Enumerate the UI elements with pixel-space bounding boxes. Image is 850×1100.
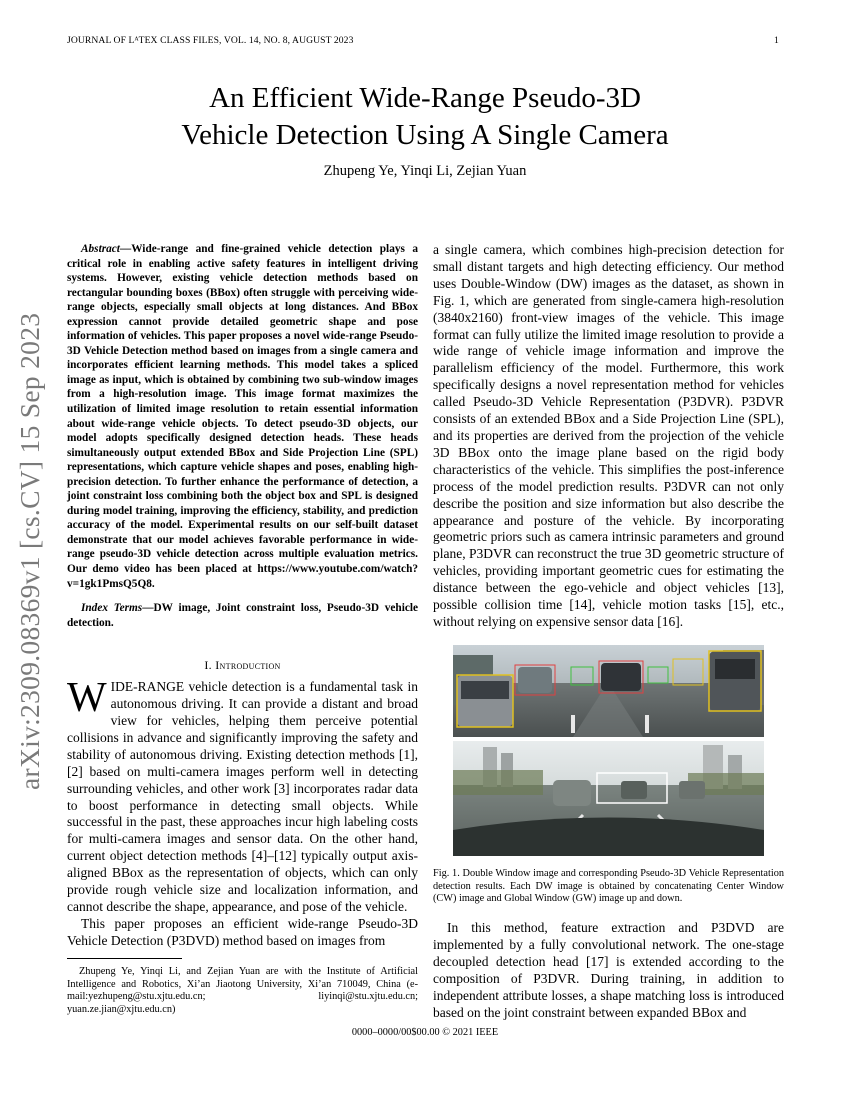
figure-1-double-window-image: [453, 645, 764, 856]
footnote-rule: [67, 958, 182, 959]
arxiv-stamp: arXiv:2309.08369v1 [cs.CV] 15 Sep 2023: [14, 312, 45, 790]
figure-1-caption: Fig. 1. Double Window image and corresponding Pseudo-3D Vehicle Representation detection results. Each DW image is obtained by concatenating Center Window (CW) image and Global Window (GW) image up and down.: [433, 868, 784, 905]
right-column-lower: [433, 920, 784, 1021]
abstract-label: Abstract: [81, 243, 120, 255]
paper-title: [0, 80, 850, 154]
figure-1-caption-block: [433, 868, 784, 906]
section-numeral: I.: [204, 658, 212, 673]
abstract-text: —Wide-range and fine-grained vehicle detection plays a critical role in enabling active safety features in intelligent driving systems. However, existing vehicle detection methods based on rectangular bounding boxes (BBox) often struggle with perceiving wide-range objects, especially small objects at long distances. And BBox expression cannot provide detailed geometric shape and pose information of vehicles. This paper proposes a novel wide-range Pseudo-3D Vehicle Detection method based on images from a single camera and incorporates efficient learning methods. This model takes a spliced image as input, which is obtained by combining two sub-window images from a high-resolution image. This image format maximizes the utilization of limited image resolution to retain essential information about wide-range vehicle objects. To detect pseudo-3D objects, our model adopts specifically designed detection heads. These heads simultaneously output extended BBox and Side Projection Line (SPL) representations, which capture vehicle shapes and poses, enabling high-precision detection. To further enhance the performance of detection, a joint constraint loss combining both the object box and SPL is designed during model training, improving the efficiency, stability, and prediction accuracy of the model. Experimental results on our self-built dataset demonstrate that our model achieves favorable performance in wide-range pseudo-3D vehicle detection across multiple evaluation metrics. Our demo video has been placed at https://www.youtube.com/watch?v=1gk1PmsQ5Q8.: [67, 243, 418, 590]
index-terms: [67, 601, 418, 630]
author-affiliation-footnote: Zhupeng Ye, Yinqi Li, and Zejian Yuan are with the Institute of Artificial Intelligence and Robotics, Xi’an Jiaotong University, Xi’an 710049, China (e-mail:yezhupeng@stu.xjtu.edu.cn; liyinqi@stu.xjtu.edu.cn; yuan.ze.jian@xjtu.edu.cn): [67, 966, 418, 1015]
intro-paragraph-2: This paper proposes an efficient wide-range Pseudo-3D Vehicle Detection (P3DVD) method based on images from: [67, 915, 418, 948]
left-column: [67, 242, 418, 950]
footnote-block: [67, 966, 418, 1016]
running-header: JOURNAL OF LᴬTEX CLASS FILES, VOL. 14, NO. 8, AUGUST 2023: [67, 35, 354, 46]
intro-paragraph-1-text: IDE-RANGE vehicle detection is a fundamental task in autonomous driving. It can provide a distant and broad view for vehicles, helping them perceive potential collisions in advance and significantly improving the safety and stability of autonomous driving. Existing detection methods [1], [2] based on multi-camera images perform well in detecting surrounding vehicles, and other work [3] incorporates radar data to boost performance in detecting small objects. While successful in the past, these approaches incur high labeling costs for multi-camera images and sensor data. On the other hand, current object detection methods [4]–[12] typically output axis-aligned BBox as the representation of objects, which can only provide rough vehicle size and localization information, and cannot describe the shape, appearance, and pose of the vehicle.: [67, 679, 418, 914]
center-window-image: [453, 645, 764, 737]
copyright-footer: 0000–0000/00$00.00 © 2021 IEEE: [351, 1027, 499, 1038]
intro-paragraph-1: [67, 675, 418, 916]
right-paragraph-1: a single camera, which combines high-precision detection for small distant targets and high detecting efficiency. Our method uses Double-Window (DW) images as the dataset, as shown in Fig. 1, which are generated from single-camera high-resolution (3840x2160) front-view images of the vehicle. This image format can fully utilize the limited image resolution to provide a wide range of vehicle image information and improve the parallelism efficiency of the model. Furthermore, this work specifically designs a novel representation method for vehicles called Pseudo-3D Vehicle Representation (P3DVR). P3DVR consists of an extended BBox and a Side Projection Line (SPL), and its properties are derived from the projection of the vehicle 3D BBox onto the image plane based on the rigid body characteristics of the vehicle. This simplifies the post-inference process of the model prediction results. P3DVR can not only describe the position and size information but also describe the appearance and posture of the vehicle. By incorporating geometric priors such as camera intrinsic parameters and ground plane, P3DVR can reconstruct the true 3D geometric structure of vehicles, providing important geometric cues for estimating the distance between the ego-vehicle and object vehicles [13], possible collision time [14], vehicle motion tasks [15], etc., without relying on expensive sensor data [16].: [433, 242, 784, 629]
title-line-1: An Efficient Wide-Range Pseudo-3D: [209, 82, 641, 114]
right-paragraph-2: In this method, feature extraction and P3DVD are implemented by a fully convolutional network. The one-stage decoupled detection head [17] is extended according to the composition of P3DVR. During training, in addition to independent attribute losses, a shape matching loss is introduced based on the joint constraint between expanded BBox and: [433, 920, 784, 1020]
index-terms-label: Index Terms: [81, 602, 143, 615]
right-column: [433, 242, 784, 631]
abstract: [67, 242, 418, 591]
index-terms-text: —DW image, Joint constraint loss, Pseudo-3D vehicle detection.: [67, 602, 418, 629]
figure-1-illustration: [453, 645, 764, 856]
page-number: 1: [774, 35, 779, 46]
title-line-2: Vehicle Detection Using A Single Camera: [181, 119, 669, 151]
author-list: Zhupeng Ye, Yinqi Li, Zejian Yuan: [323, 163, 527, 179]
section-title: Introduction: [215, 658, 281, 673]
drop-cap: W: [67, 675, 107, 722]
section-heading-introduction: [67, 658, 418, 673]
global-window-image: [453, 741, 764, 856]
